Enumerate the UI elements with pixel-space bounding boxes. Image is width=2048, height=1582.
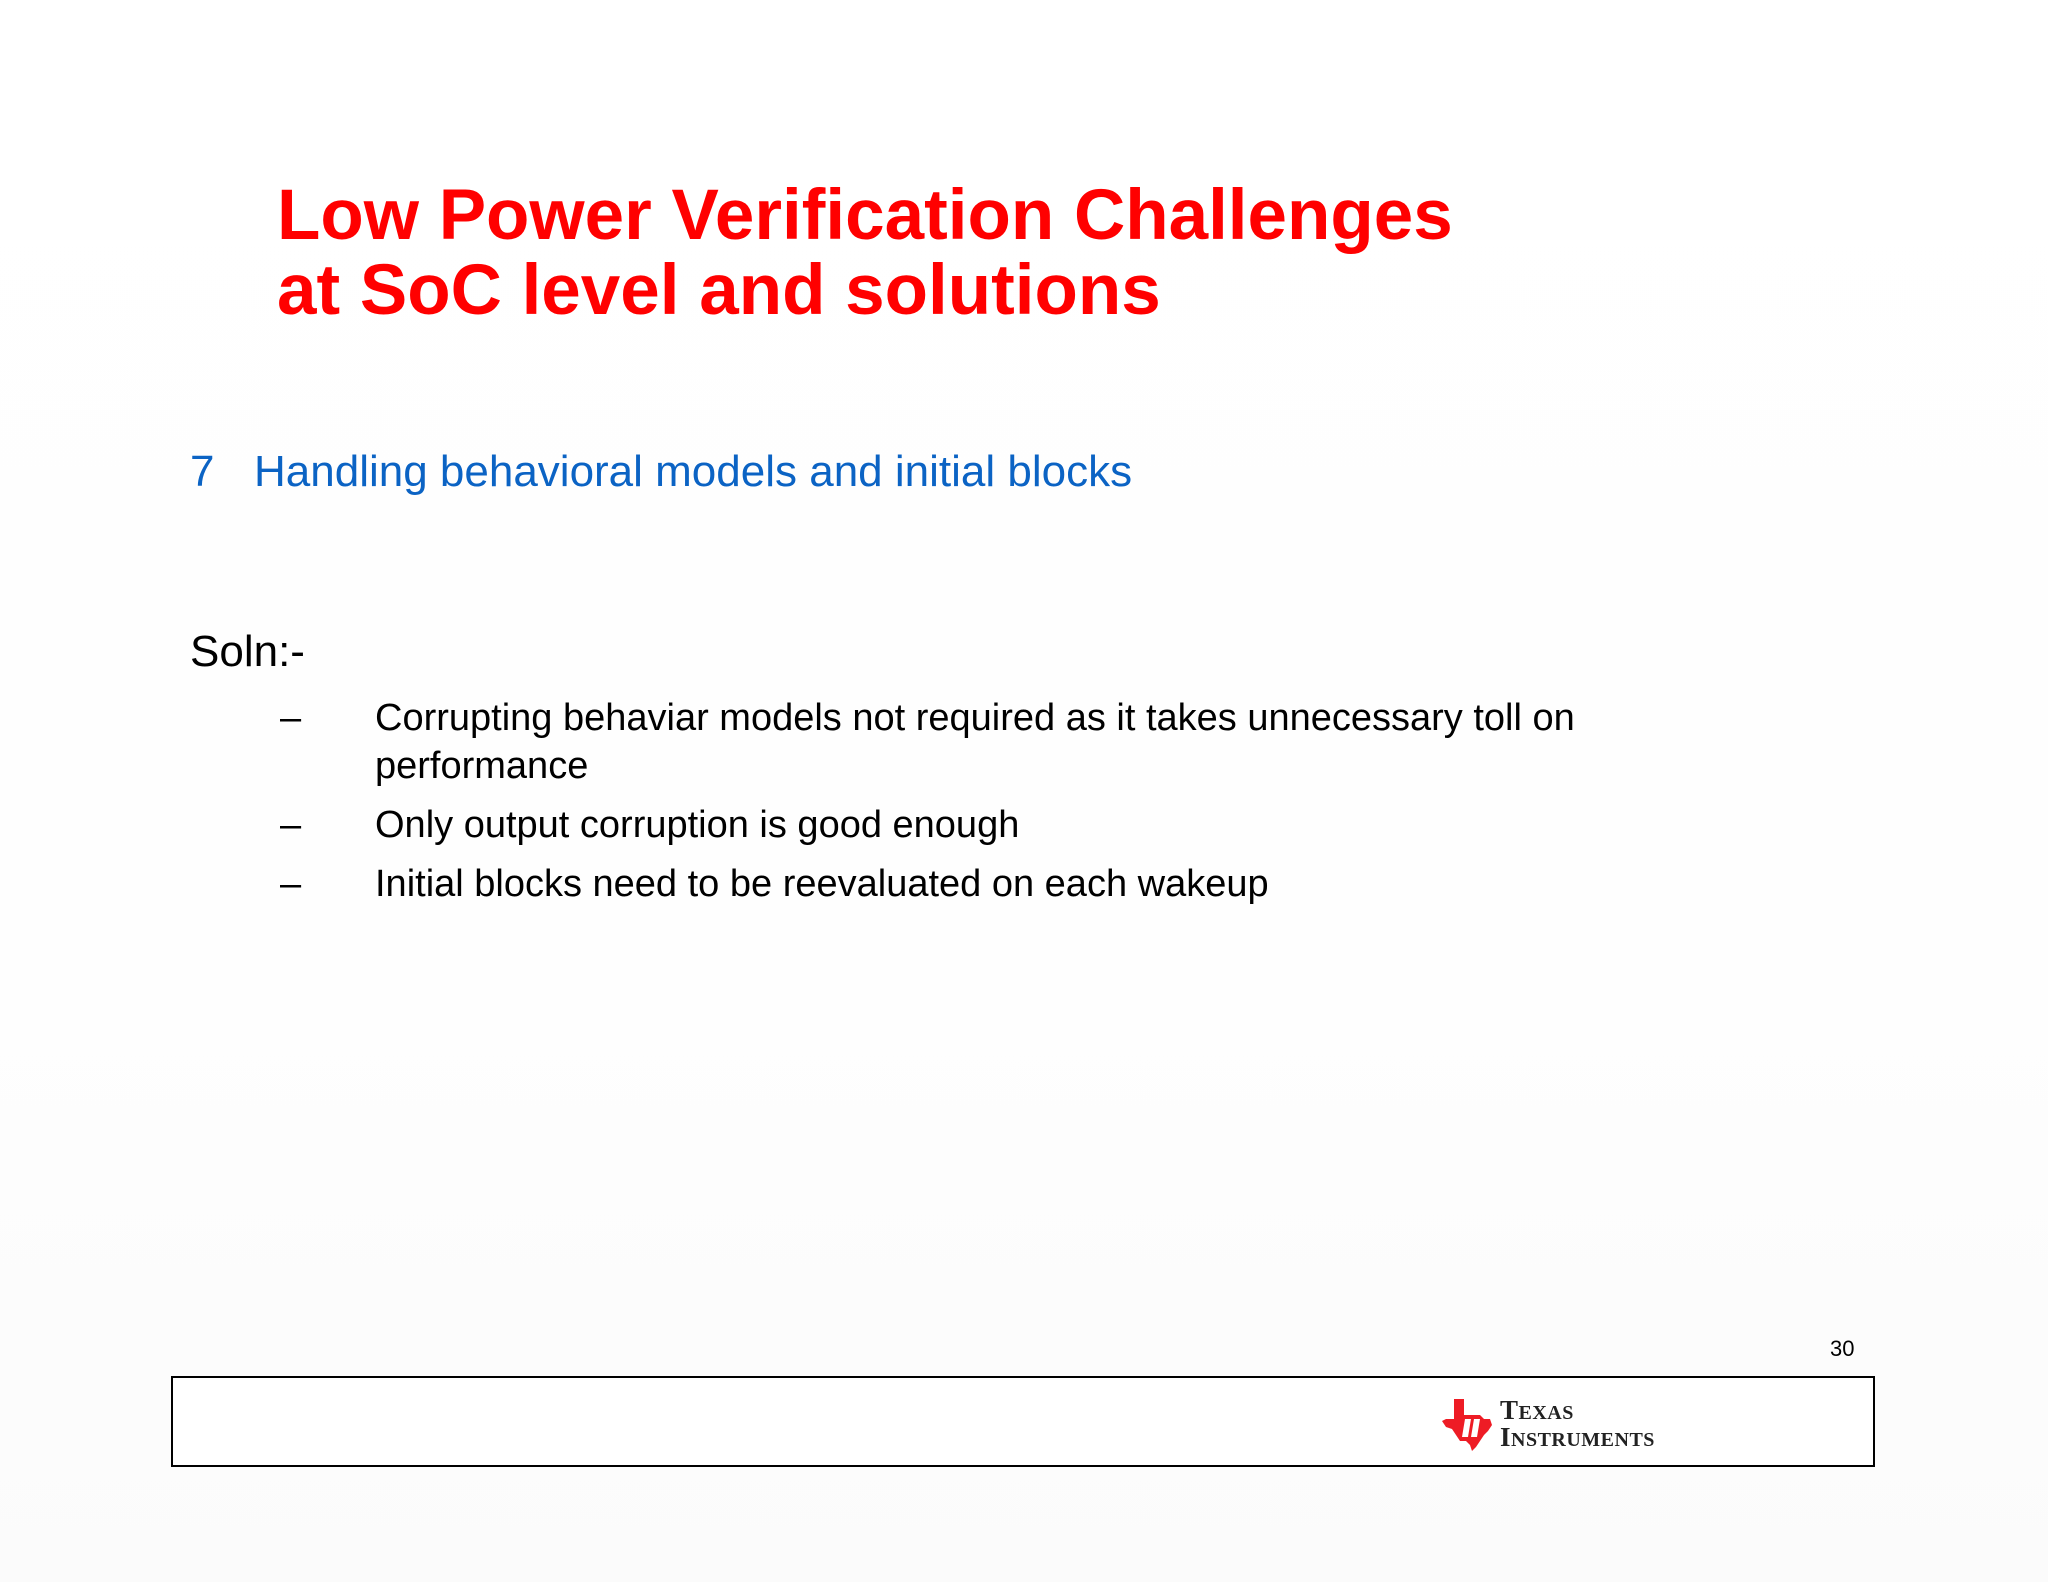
solution-bullet-list: [280, 694, 1775, 919]
page-number: 30: [1830, 1336, 1855, 1361]
dash-bullet: –: [280, 804, 302, 846]
title-line-1: Low Power Verification Challenges: [277, 176, 1453, 255]
section-number: 7: [190, 447, 215, 496]
bullet-text: Corrupting behaviar models not required as it takes unnecessary toll on performance: [375, 697, 1575, 787]
section-text: Handling behavioral models and initial blocks: [254, 447, 1133, 496]
bullet-text: Only output corruption is good enough: [375, 804, 1020, 846]
dash-bullet: –: [280, 863, 302, 905]
list-item: [280, 801, 1775, 849]
list-item: [280, 694, 1775, 790]
title-line-2: at SoC level and solutions: [277, 251, 1161, 330]
texas-instruments-logo: [1440, 1395, 1655, 1455]
section-heading: [190, 447, 1132, 497]
soln-label: Soln:-: [190, 627, 305, 676]
list-item: [280, 860, 1775, 908]
dash-bullet: –: [280, 697, 302, 739]
texas-state-icon: [1440, 1397, 1494, 1453]
logo-wordmark: TEXAS INSTRUMENTS: [1500, 1395, 1655, 1452]
bullet-text: Initial blocks need to be reevaluated on each wakeup: [375, 863, 1269, 905]
slide-title: [277, 178, 1453, 328]
